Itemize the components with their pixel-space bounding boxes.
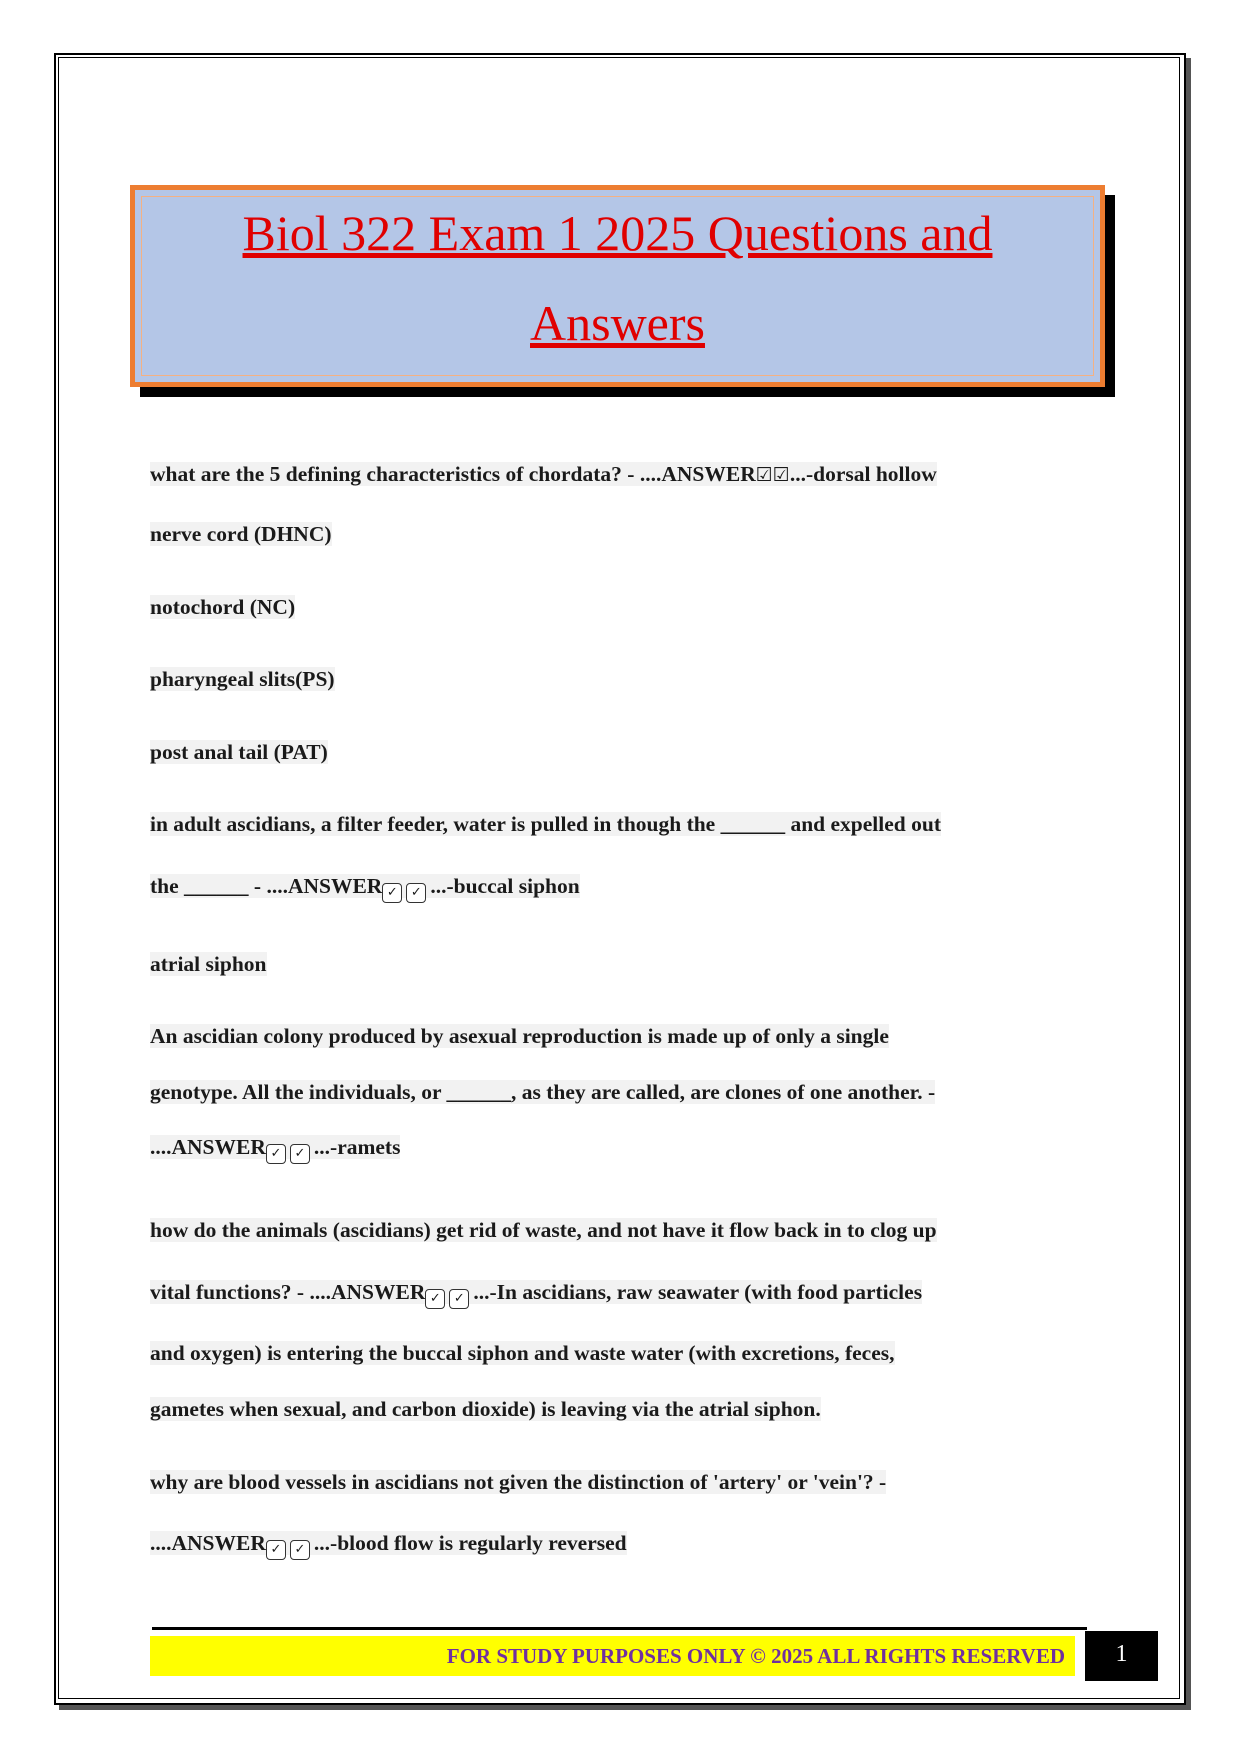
q4-answer-line: and oxygen) is entering the buccal siphon and waste water (with excretions, feces, — [150, 1341, 895, 1365]
q1-question: what are the 5 defining characteristics of chordata? - — [150, 462, 640, 486]
q1-answer-line: post anal tail (PAT) — [150, 740, 328, 764]
answer-suffix: ...- — [430, 874, 454, 898]
answer-suffix: ...- — [313, 1135, 338, 1159]
answer-suffix: ...- — [789, 462, 814, 486]
q2-answer-line: atrial siphon — [150, 952, 267, 976]
q4-answer: In ascidians, raw seawater (with food particles — [496, 1280, 923, 1304]
footer-text: FOR STUDY PURPOSES ONLY © 2025 ALL RIGHTS RESERVED — [446, 1644, 1065, 1668]
check-icon: ✓ — [406, 883, 426, 903]
check-icon: ✓ — [290, 1540, 310, 1560]
q1-answer-line: pharyngeal slits(PS) — [150, 667, 335, 691]
check-icon: ✓ — [290, 1144, 310, 1164]
q3-line-1 — [150, 1024, 889, 1049]
answer-marker: ....ANSWER — [150, 1135, 266, 1159]
q1-answer-line: nerve cord (DHNC) — [150, 522, 332, 546]
q3-question: An ascidian colony produced by asexual reproduction is made up of only a single — [150, 1024, 889, 1048]
q1-line-1 — [150, 462, 937, 487]
q3-question: genotype. All the individuals, or ______, as they are called, are clones of one another. - — [150, 1080, 936, 1104]
q2-question-end: the ______ - — [150, 874, 267, 898]
q1-answer-line: notochord (NC) — [150, 595, 296, 619]
q2-line-3 — [150, 952, 267, 977]
answer-marker: ....ANSWER — [639, 462, 756, 486]
q5-answer: blood flow is regularly reversed — [337, 1531, 627, 1555]
footer-rule — [152, 1627, 1087, 1630]
q2-answer: buccal siphon — [453, 874, 580, 898]
page-number: 1 — [1085, 1631, 1158, 1681]
q4-question-end: vital functions? - — [150, 1280, 310, 1304]
q1-line-5 — [150, 740, 328, 765]
q4-line-1 — [150, 1218, 937, 1243]
q1-line-4 — [150, 667, 335, 692]
q4-answer-line: gametes when sexual, and carbon dioxide) is leaving via the atrial siphon. — [150, 1397, 821, 1421]
q1-answer: dorsal hollow — [813, 462, 937, 486]
check-icon: ✓ — [266, 1540, 286, 1560]
q3-line-2 — [150, 1080, 935, 1105]
check-icon: ✓ — [266, 1144, 286, 1164]
answer-marker: ....ANSWER — [266, 874, 383, 898]
check-icon: ✓ — [425, 1289, 445, 1309]
title-line-2: Answers — [530, 295, 705, 351]
check-icon: ✓ — [449, 1289, 469, 1309]
q4-line-2 — [150, 1280, 922, 1309]
q4-line-3 — [150, 1341, 895, 1366]
answer-marker: ....ANSWER — [150, 1531, 266, 1555]
q1-line-3 — [150, 595, 295, 620]
answer-suffix: ...- — [473, 1280, 497, 1304]
answer-marker: ....ANSWER — [309, 1280, 426, 1304]
q5-line-1 — [150, 1470, 886, 1495]
q2-question: in adult ascidians, a filter feeder, water is pulled in though the ______ and expelled out — [150, 812, 941, 836]
q3-answer: ramets — [337, 1135, 401, 1159]
footer-bar — [150, 1636, 1075, 1676]
q5-line-2 — [150, 1531, 627, 1560]
q3-line-3 — [150, 1135, 400, 1164]
title-box — [130, 185, 1105, 387]
q1-line-2 — [150, 522, 332, 547]
q4-question: how do the animals (ascidians) get rid of waste, and not have it flow back in to clog up — [150, 1218, 937, 1242]
q4-line-4 — [150, 1397, 821, 1422]
answer-suffix: ...- — [313, 1531, 338, 1555]
q2-line-2 — [150, 874, 580, 903]
q2-line-1 — [150, 812, 941, 837]
check-solid-icon: ☑☑ — [755, 464, 790, 486]
q5-question: why are blood vessels in ascidians not given the distinction of 'artery' or 'vein'? - — [150, 1470, 887, 1494]
check-icon: ✓ — [382, 883, 402, 903]
title-line-1: Biol 322 Exam 1 2025 Questions and — [242, 205, 993, 261]
